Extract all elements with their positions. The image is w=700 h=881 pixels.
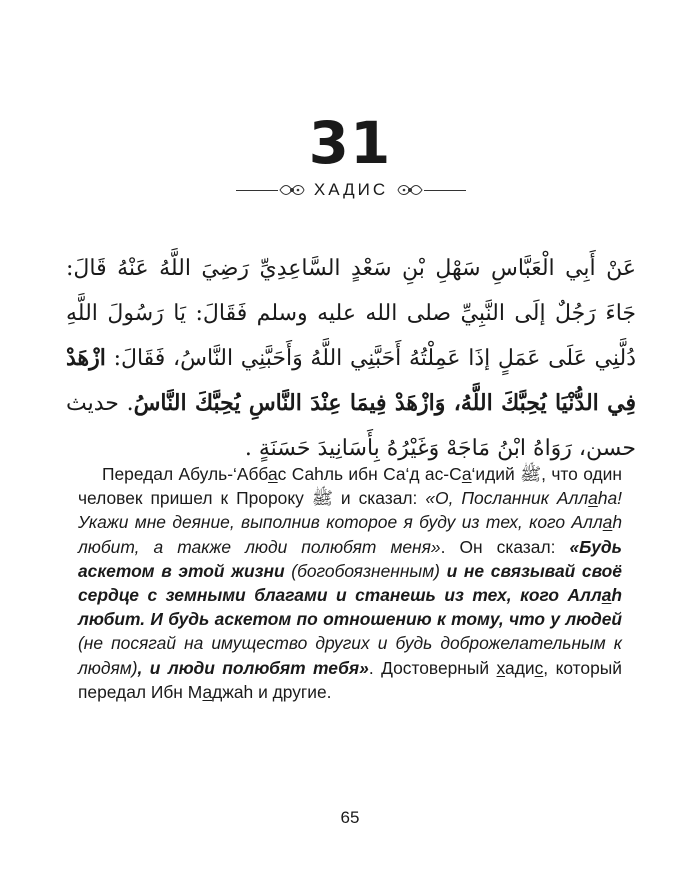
salawat-symbol: ﷺ <box>311 488 333 509</box>
ru-text: , который передал Ибн М <box>78 657 622 702</box>
ru-bold-quote: , и люди полюбят тебя» <box>137 657 369 678</box>
hadith-number: 31 <box>308 109 392 177</box>
ru-text: , что один человек пришел к Пророку <box>78 464 622 509</box>
ru-italic-quote: h любит, а также люди полюбят меня» <box>78 512 622 557</box>
arabic-hadith-text <box>66 246 636 471</box>
ru-text: ‘идий <box>471 464 521 484</box>
ru-text: Передал Абуль-‘Абб <box>102 464 268 484</box>
ru-text: и сказал: <box>332 488 426 509</box>
arabic-text-bold: ازْهَدْ فِي الدُّنْيَا يُحِبَّكَ اللَّهُ، وَازْهَدْ فِيمَا عِنْدَ النَّاسِ يُحِبَّكَ النَّاسُ <box>66 345 637 416</box>
ru-italic-quote: «О, Посланник Алл <box>425 488 589 509</box>
ru-underlined-letter: х <box>496 657 506 678</box>
ru-bold-quote: «Будь аскетом в этой жизни <box>78 536 622 581</box>
arabic-text-intro: عَنْ أَبِي الْعَبَّاسِ سَهْلِ بْنِ سَعْدٍ السَّاعِدِيِّ رَضِيَ اللَّهُ عَنْهُ قَالَ: جَاءَ رَجُلٌ إلَى النَّبِيِّ صلى الله عليه وسلم فَقَالَ: يَا رَسُولَ اللَّهِ دُلَّنِي عَلَى عَمَلٍ إذَا عَمِلْتُهُ أَحَبَّنِي اللَّهُ وَأَحَبَّنِي النَّاسُ، فَقَالَ: <box>66 256 636 371</box>
ru-underlined-letter: с <box>534 657 544 678</box>
russian-translation <box>78 462 622 704</box>
ru-underlined-letter: а <box>602 512 613 533</box>
ru-text: ади <box>505 657 535 678</box>
ru-underlined-letter: а <box>202 681 213 702</box>
ru-underlined-letter: а <box>267 464 278 484</box>
ornament-right-icon <box>396 180 424 200</box>
ru-underlined-letter: а <box>461 464 472 484</box>
salawat-symbol: ﷺ <box>520 464 542 484</box>
arabic-text-source: . حديث حسن، رَوَاهُ ابْنُ مَاجَهْ وَغَيْرُهُ بِأَسَانِيدَ حَسَنَةٍ . <box>66 391 636 461</box>
ru-text: . Он сказал: <box>440 536 570 557</box>
ru-bold-quote: h любит. И будь аскетом по отношению к тому, что у людей <box>78 585 622 630</box>
divider-left <box>236 190 278 191</box>
hadith-heading <box>236 178 466 202</box>
page-number: 65 <box>340 808 360 827</box>
ru-italic-note: (не посягай на имущество других и будь доброжелательным к людям) <box>78 633 622 678</box>
ornament-left-icon <box>278 180 306 200</box>
ru-underlined-letter: а <box>601 585 612 606</box>
ru-bold-quote: и не связывай своё сердце с земными благами и станешь из тех, кого Алл <box>78 560 622 606</box>
heading-title: ХАДИС <box>313 180 389 199</box>
ru-text: с Саhль ибн Са‘д ас-С <box>277 464 462 484</box>
divider-right <box>424 190 466 191</box>
ru-text: джаh и другие. <box>212 681 332 702</box>
ru-underlined-letter: а <box>588 488 598 509</box>
ru-text: . Достоверный <box>368 657 497 678</box>
ru-italic-note: (богобоязненным) <box>284 560 447 581</box>
ru-italic-quote: hа! Укажи мне деяние, выполнив которое я буду из тех, кого Алл <box>78 488 622 533</box>
